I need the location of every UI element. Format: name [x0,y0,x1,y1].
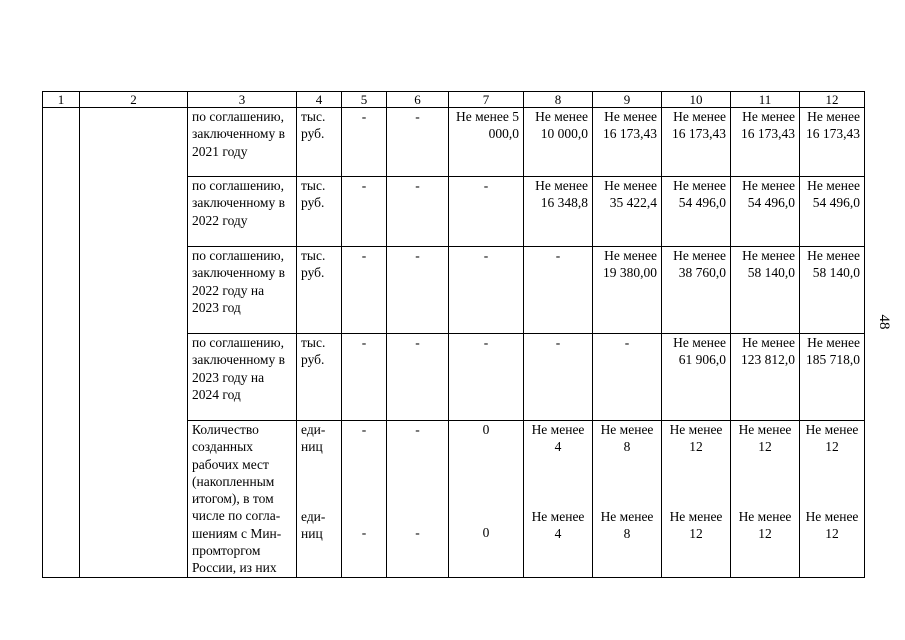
value-line-1: Не менее 12 [805,422,859,455]
unit-cell: тыс. руб. [297,177,342,247]
value-cell [387,421,449,578]
value-line-2: Не менее 12 [669,508,723,541]
value-cell: - [387,108,449,177]
value-cell: - [593,334,662,421]
value-cell: Не менее 16 173,43 [800,108,865,177]
indicator-name: по соглашению, заключенному в 2022 году [188,177,297,247]
value-cell: Не менее 16 173,43 [593,108,662,177]
value-cell: - [387,334,449,421]
unit-cell: тыс. руб. [297,334,342,421]
value-cell: Не менее 61 906,0 [662,334,731,421]
value-cell: - [524,247,593,334]
value-cell: Не менее 19 380,00 [593,247,662,334]
value-cell: - [342,177,387,247]
column-number: 3 [188,92,297,108]
unit-line-1: еди-ниц [301,422,326,455]
value-line-2: Не менее 12 [738,508,792,541]
value-cell: - [342,334,387,421]
column-number: 6 [387,92,449,108]
col1-merged-cell [43,108,80,578]
value-line-2: Не менее 12 [805,508,859,541]
value-cell: - [449,334,524,421]
value-cell: Не менее 16 173,43 [662,108,731,177]
value-line-2: 0 [482,525,490,541]
value-cell: Не менее 54 496,0 [731,177,800,247]
column-number: 11 [731,92,800,108]
value-cell [800,421,865,578]
value-cell: - [387,247,449,334]
col2-merged-cell [80,108,188,578]
value-cell: - [342,247,387,334]
value-line-1: Не менее 12 [738,422,792,455]
unit-cell [297,421,342,578]
value-line-1: Не менее 8 [600,422,654,455]
unit-line-2: еди-ниц [301,508,326,541]
value-line-1: 0 [482,422,490,437]
value-cell: Не менее 58 140,0 [731,247,800,334]
indicator-name: по соглашению, заключенному в 2021 году [188,108,297,177]
indicator-name: по соглашению, заключенному в 2023 году на 2024 год [188,334,297,421]
indicator-name: по соглашению, заключенному в 2022 году на 2023 год [188,247,297,334]
column-number: 12 [800,92,865,108]
column-number: 2 [80,92,188,108]
column-number: 4 [297,92,342,108]
page-number: 48 [876,314,892,330]
value-cell: - [342,108,387,177]
value-cell: Не менее 58 140,0 [800,247,865,334]
value-cell [524,421,593,578]
column-number: 9 [593,92,662,108]
value-cell: Не менее 54 496,0 [800,177,865,247]
value-cell: Не менее 35 422,4 [593,177,662,247]
value-cell: - [449,247,524,334]
value-line-2: Не менее 4 [531,508,585,541]
value-line-1: Не менее 12 [669,422,723,455]
column-number: 5 [342,92,387,108]
value-cell [731,421,800,578]
value-cell: - [524,334,593,421]
value-cell [662,421,731,578]
value-cell: - [387,177,449,247]
value-cell: Не менее 16 173,43 [731,108,800,177]
value-cell: Не менее 5 000,0 [449,108,524,177]
column-number: 1 [43,92,80,108]
value-line-2: - [415,525,420,541]
value-cell: Не менее 185 718,0 [800,334,865,421]
value-cell: Не менее 54 496,0 [662,177,731,247]
table-row [43,108,865,177]
indicator-name: Количество созданных рабочих мест (накопленным итогом), в том числе по согла-шениям с Мин-промторгом России, из них [188,421,297,578]
value-cell: Не менее 10 000,0 [524,108,593,177]
unit-cell: тыс. руб. [297,108,342,177]
value-line-1: - [361,422,367,437]
column-number: 8 [524,92,593,108]
column-number: 10 [662,92,731,108]
value-cell: Не менее 38 760,0 [662,247,731,334]
column-number-row [43,92,865,108]
value-cell: Не менее 123 812,0 [731,334,800,421]
value-cell: - [449,177,524,247]
indicators-table [42,91,865,578]
value-line-1: Не менее 4 [531,422,585,455]
value-cell [593,421,662,578]
unit-cell: тыс. руб. [297,247,342,334]
value-line-2: - [361,525,367,541]
value-line-1: - [415,422,420,437]
value-line-2: Не менее 8 [600,508,654,541]
value-cell: Не менее 16 348,8 [524,177,593,247]
value-cell [449,421,524,578]
column-number: 7 [449,92,524,108]
value-cell [342,421,387,578]
